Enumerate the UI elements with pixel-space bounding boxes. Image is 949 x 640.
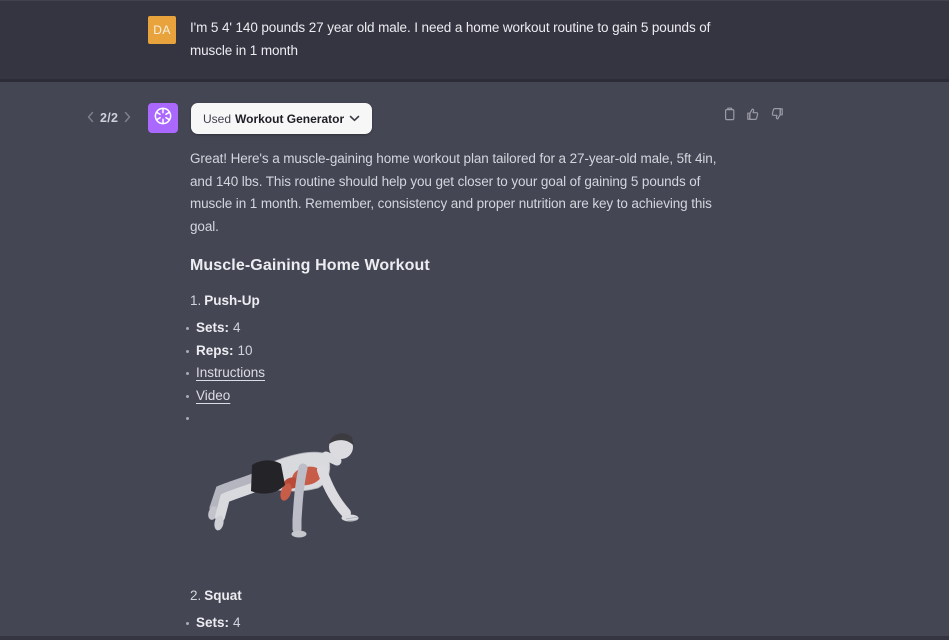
pushup-exercise-image bbox=[200, 424, 375, 554]
pager-label: 2/2 bbox=[100, 111, 119, 125]
chevron-down-icon bbox=[349, 115, 360, 122]
exercise-2-details bbox=[196, 612, 241, 635]
used-plugin-dropdown[interactable] bbox=[191, 103, 372, 134]
response-pager bbox=[87, 110, 131, 126]
next-response-button[interactable] bbox=[124, 111, 131, 126]
sets-label: Sets: bbox=[196, 615, 230, 630]
thumbs-up-icon bbox=[745, 106, 761, 125]
user-avatar-initials: DA bbox=[153, 23, 171, 37]
thumbs-up-button[interactable] bbox=[745, 106, 761, 125]
sets-label: Sets: bbox=[196, 320, 230, 335]
exercise-1-name: Push-Up bbox=[204, 293, 260, 308]
previous-response-button[interactable] bbox=[87, 111, 94, 126]
next-row-edge bbox=[0, 636, 949, 640]
pushup-illustration bbox=[200, 424, 375, 554]
exercise-1-number: 1. bbox=[190, 293, 202, 308]
list-item-sets bbox=[196, 317, 265, 340]
chevron-right-icon bbox=[124, 111, 131, 126]
list-item-instructions bbox=[196, 362, 265, 385]
exercise-1-details bbox=[196, 317, 265, 430]
plugin-prefix: Used bbox=[203, 111, 232, 126]
copy-button[interactable] bbox=[722, 106, 737, 125]
instructions-link[interactable]: Instructions bbox=[196, 365, 266, 380]
list-item-video bbox=[196, 385, 265, 408]
video-link[interactable]: Video bbox=[196, 387, 231, 403]
sets-value: 4 bbox=[233, 320, 241, 335]
assistant-intro-paragraph: Great! Here's a muscle-gaining home workout plan tailored for a 27-year-old male, 5ft 4in, and 140 lbs. This routine should help you get closer to your goal of gaining 5 pounds of muscle in 1 month. Remember, consistency and proper nutrition are key to achieving this goal. bbox=[190, 151, 717, 234]
list-item-sets bbox=[196, 612, 241, 635]
plugin-name: Workout Generator bbox=[235, 111, 345, 126]
reps-value: 10 bbox=[237, 342, 253, 358]
workout-heading: Muscle-Gaining Home Workout bbox=[190, 257, 430, 274]
exercise-2-number: 2. bbox=[190, 588, 202, 603]
list-item-reps bbox=[196, 340, 265, 363]
chevron-left-icon bbox=[87, 111, 94, 126]
user-message-text: I'm 5 4' 140 pounds 27 year old male. I need a home workout routine to gain 5 pounds of muscle in 1 month bbox=[190, 20, 711, 58]
assistant-avatar bbox=[148, 103, 178, 133]
user-avatar bbox=[148, 16, 176, 44]
exercise-2-title bbox=[190, 588, 242, 603]
thumbs-down-button[interactable] bbox=[769, 106, 785, 125]
clipboard-icon bbox=[722, 106, 737, 125]
message-actions bbox=[722, 106, 785, 125]
thumbs-down-icon bbox=[769, 106, 785, 125]
sets-value: 4 bbox=[233, 615, 241, 630]
reps-label: Reps: bbox=[196, 342, 234, 358]
exercise-2-name: Squat bbox=[204, 588, 242, 603]
openai-logo-icon bbox=[153, 106, 173, 131]
exercise-1-title bbox=[190, 293, 260, 308]
